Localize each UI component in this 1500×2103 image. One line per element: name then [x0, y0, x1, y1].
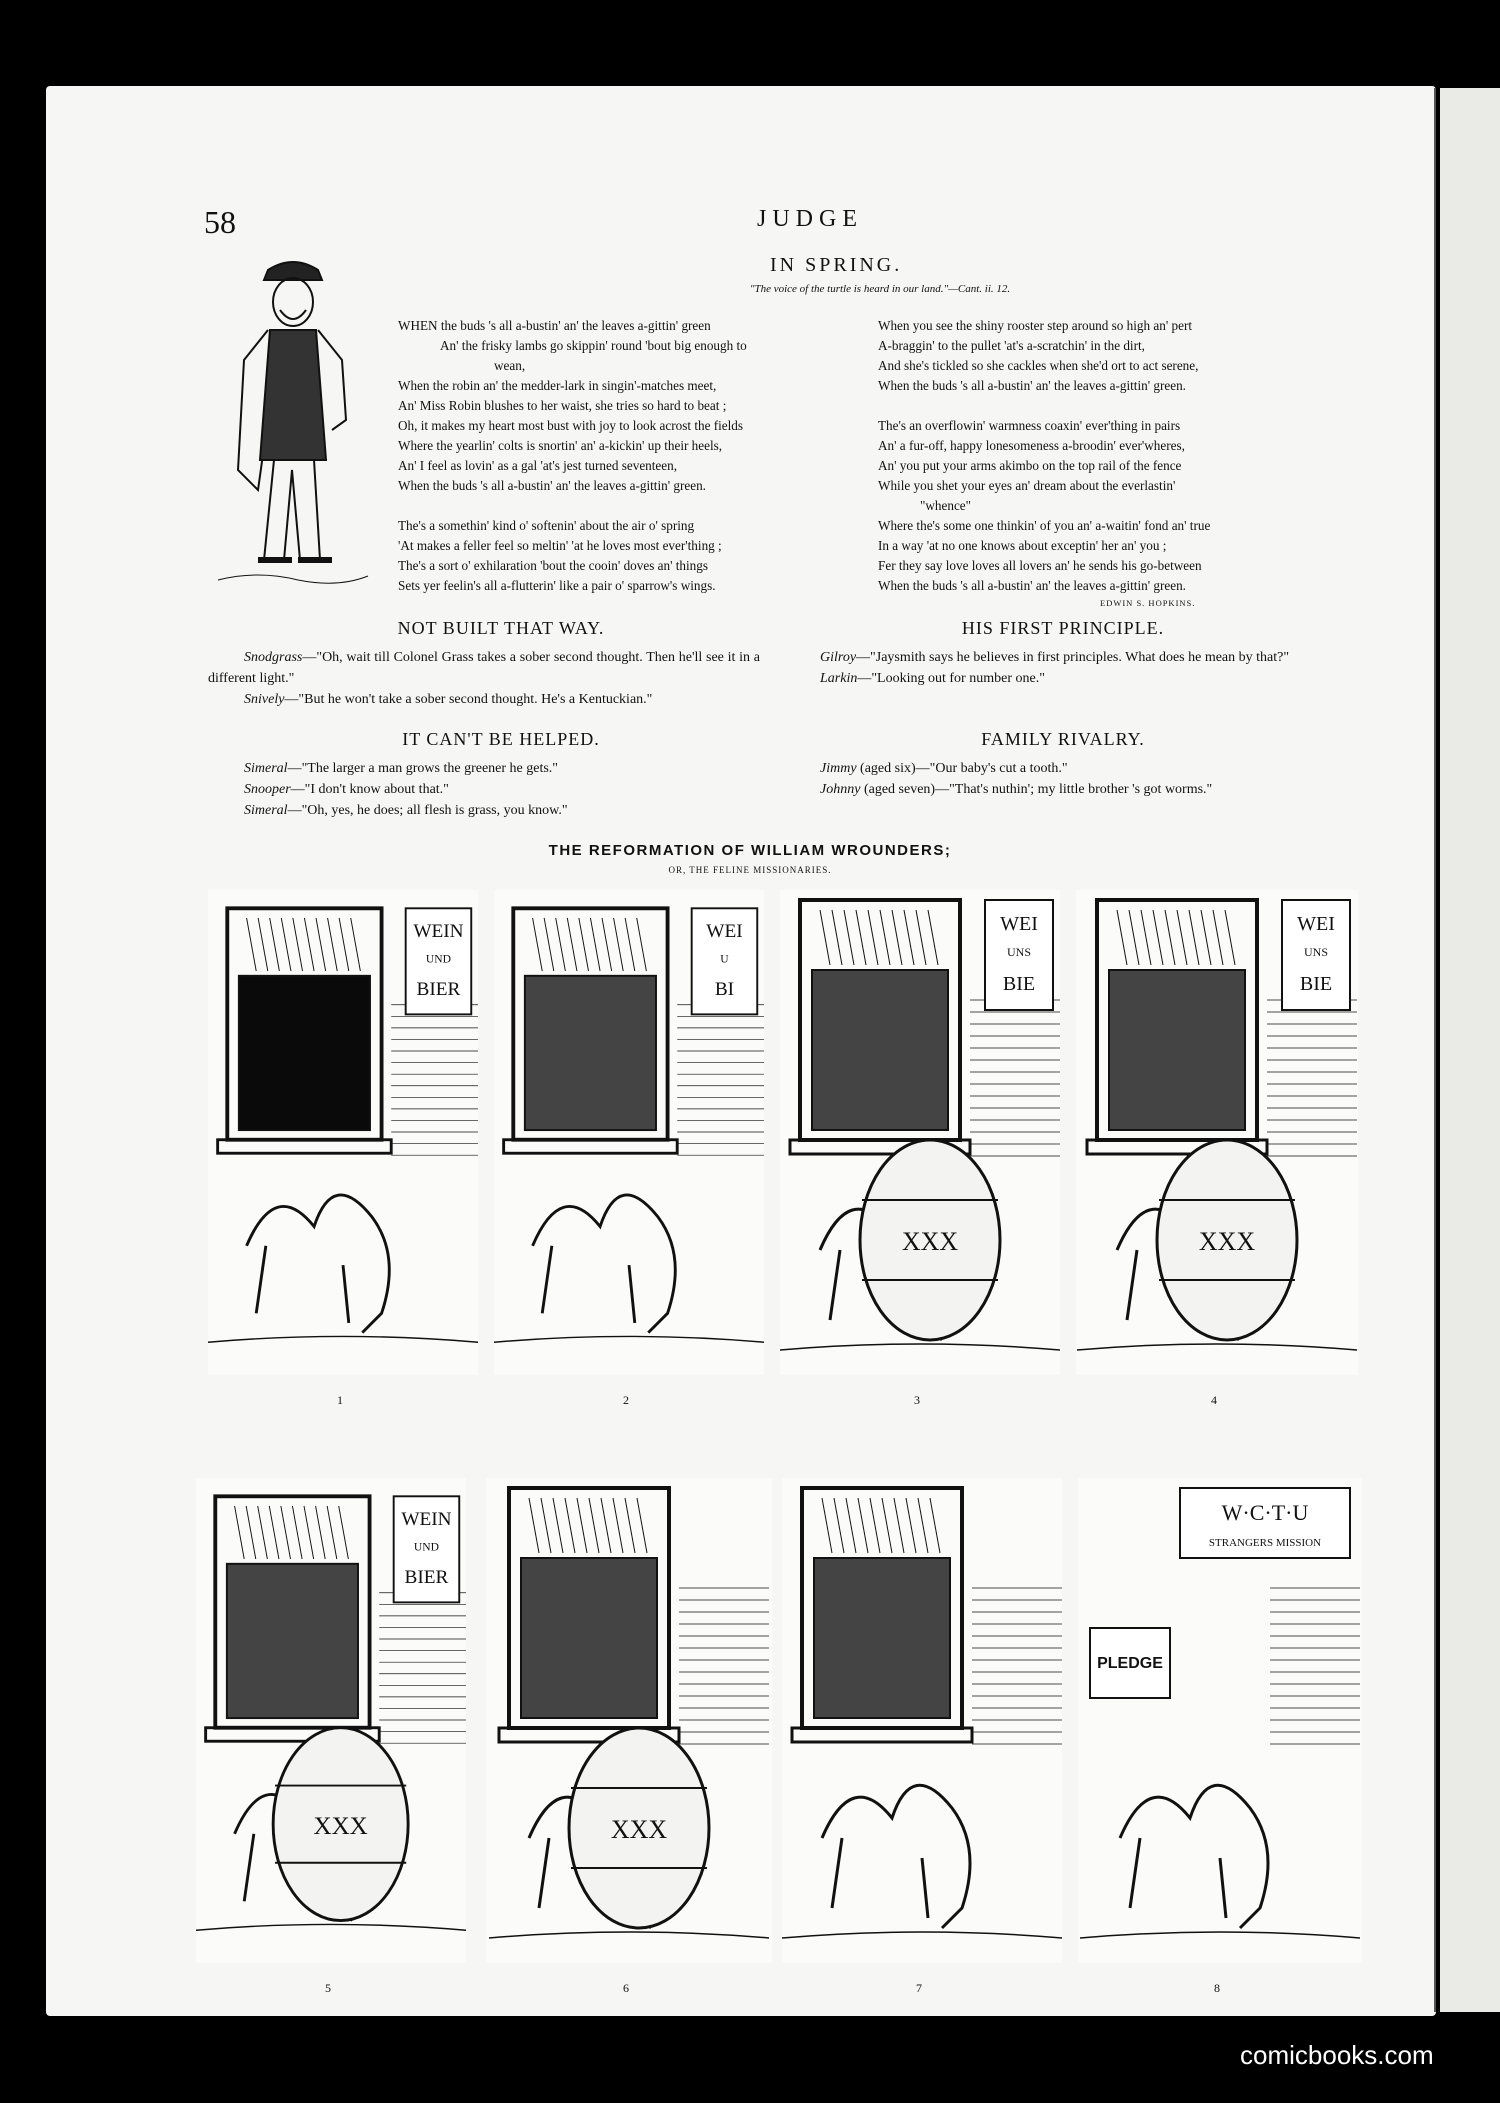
sign-text-1: WEIN [401, 1509, 452, 1531]
comic-panel-5 [196, 1478, 466, 1963]
joke-text: —"Oh, wait till Colonel Grass takes a sober second thought. Then he'll see it in a different light." [208, 650, 760, 686]
joke-speaker: Gilroy [820, 650, 857, 665]
ground-line [494, 1336, 764, 1342]
joke-title-not-built: NOT BUILT THAT WAY. [397, 618, 605, 638]
ground-line [1077, 1344, 1357, 1350]
joke-text: —"I don't know about that." [290, 782, 449, 797]
page-number: 58 [204, 204, 236, 240]
window-opening [812, 970, 948, 1130]
poem-right-column [878, 316, 1210, 616]
poem-line: When the buds 's all a-bustin' an' the leaves a-gittin' green. [878, 578, 1186, 593]
poem-author: EDWIN S. HOPKINS. [1100, 598, 1196, 608]
figure-sketch [1120, 1785, 1268, 1928]
panel-drawing [494, 890, 764, 1375]
poem-stanza [398, 316, 747, 496]
joke-speaker: Snodgrass [244, 650, 303, 665]
poem-epigraph: "The voice of the turtle is heard in our land."—Cant. ii. 12. [749, 283, 1011, 295]
joke-text: —"The larger a man grows the greener he gets." [287, 761, 559, 776]
window-sill [504, 1140, 678, 1154]
poem-line: When you see the shiny rooster step around so high an' pert [878, 318, 1193, 333]
panel-number: 5 [325, 1981, 331, 1995]
joke-cant-helped [208, 758, 760, 821]
page-gutter [1434, 88, 1436, 2012]
sign-text-2: UND [413, 1540, 439, 1554]
ground-line [489, 1932, 769, 1938]
sign-text-2: UNS [1006, 945, 1032, 959]
panel-drawing [196, 1478, 466, 1963]
poem-line: WHEN the buds 's all a-bustin' an' the leaves a-gittin' green [398, 318, 711, 333]
joke-line [208, 758, 760, 779]
facing-page-edge [1440, 88, 1500, 2012]
joke-speaker: Snively [244, 692, 285, 707]
panel-drawing [486, 1478, 772, 1963]
window-opening [239, 976, 370, 1130]
joke-line [208, 779, 760, 800]
joke-text: —"Looking out for number one." [857, 671, 1045, 686]
poem-line: A-braggin' to the pullet 'at's a-scratchin' in the dirt, [878, 338, 1145, 353]
panel-drawing [208, 890, 478, 1375]
sign-text-1: WEI [1000, 913, 1038, 935]
strip-subtitle: OR, THE FELINE MISSIONARIES. [668, 865, 832, 875]
joke-line [208, 800, 760, 821]
sign-text-1: WEIN [413, 921, 464, 943]
poem-line: An' you put your arms akimbo on the top rail of the fence [878, 458, 1182, 473]
poem-line: When the buds 's all a-bustin' an' the leaves a-gittin' green. [398, 478, 706, 493]
poem-stanza [878, 416, 1210, 596]
panel-number: 3 [914, 1393, 920, 1407]
poem-line: Fer they say love loves all lovers an' he sends his go-between [878, 558, 1202, 573]
joke-text: —"Jaysmith says he believes in first principles. What does he mean by that?" [856, 650, 1290, 665]
window-opening [227, 1564, 358, 1718]
caricature-illustration [208, 250, 378, 600]
joke-line [784, 668, 1338, 689]
panel-drawing [1078, 1478, 1362, 1963]
ground-line [196, 1924, 466, 1930]
sign-text-3: BIE [1299, 973, 1333, 995]
figure-sketch [247, 1195, 390, 1333]
joke-title-first-principle: HIS FIRST PRINCIPLE. [961, 618, 1165, 638]
joke-line [784, 647, 1338, 668]
sign-text-1: WEI [1297, 913, 1335, 935]
panel-drawing [780, 890, 1060, 1375]
poem-line: The's a sort o' exhilaration 'bout the cooin' doves an' things [398, 558, 709, 573]
window-opening [814, 1558, 950, 1718]
comic-panel-4 [1076, 890, 1358, 1375]
joke-text: (aged seven)—"That's nuthin'; my little brother 's got worms." [860, 782, 1213, 797]
joke-line [784, 779, 1338, 800]
joke-first-principle [784, 647, 1338, 689]
joke-speaker: Simeral [244, 761, 288, 776]
joke-line [208, 689, 760, 710]
sign-text-1: WEI [706, 921, 743, 943]
keg-label: XXX [1198, 1227, 1256, 1256]
masthead: JUDGE [757, 206, 863, 232]
joke-family-rivalry [784, 758, 1338, 800]
poem-line: Where the's some one thinkin' of you an' a-waitin' fond an' true [878, 518, 1211, 533]
poem-left-column [398, 316, 747, 616]
poem-stanza [878, 316, 1210, 396]
keg-label: XXX [901, 1227, 959, 1256]
poem-line: An' I feel as lovin' as a gal 'at's jest turned seventeen, [398, 458, 678, 473]
poem-line: An' the frisky lambs go skippin' round 'bout big enough to [440, 338, 747, 353]
poem-line: The's an overflowin' warmness coaxin' ever'thing in pairs [878, 418, 1181, 433]
comic-panel-7 [782, 1478, 1062, 1963]
watermark: comicbooks.com [1240, 2040, 1434, 2070]
joke-title-family-rivalry: FAMILY RIVALRY. [981, 729, 1145, 749]
window-sill [218, 1140, 392, 1154]
poem-line: Where the yearlin' colts is snortin' an' a-kickin' up their heels, [398, 438, 723, 453]
joke-text: —"Oh, yes, he does; all flesh is grass, you know." [287, 803, 568, 818]
sign-text-1: W·C·T·U [1221, 1500, 1309, 1525]
joke-title-cant-helped: IT CAN'T BE HELPED. [402, 729, 600, 749]
figure-sketch [822, 1785, 970, 1928]
poem-line: Sets yer feelin's all a-flutterin' like a pair o' sparrow's wings. [398, 578, 716, 593]
poem-line: When the buds 's all a-bustin' an' the leaves a-gittin' green. [878, 378, 1186, 393]
panel-number: 6 [623, 1981, 629, 1995]
joke-speaker: Johnny [820, 782, 861, 797]
sign-text-2: UNS [1303, 945, 1329, 959]
joke-text: (aged six)—"Our baby's cut a tooth." [856, 761, 1068, 776]
ground-line [208, 1336, 478, 1342]
poem-line: An' a fur-off, happy lonesomeness a-broodin' ever'wheres, [878, 438, 1185, 453]
window-opening [1109, 970, 1245, 1130]
sign-text-3: BIER [416, 979, 461, 1001]
comic-panel-6 [486, 1478, 772, 1963]
window-opening [525, 976, 656, 1130]
poem-line: "whence" [920, 498, 972, 513]
joke-speaker: Jimmy [820, 761, 857, 776]
panel-drawing [782, 1478, 1062, 1963]
poem-line: The's a somethin' kind o' softenin' about the air o' spring [398, 518, 695, 533]
window-sill [792, 1728, 972, 1742]
sign-text-3: BI [714, 979, 735, 1001]
joke-line [208, 647, 760, 689]
keg-label: XXX [610, 1815, 668, 1844]
ground-line [780, 1344, 1060, 1350]
sign-text-2: STRANGERS MISSION [1208, 1537, 1322, 1549]
figure-sketch [533, 1195, 676, 1333]
panel-number: 7 [916, 1981, 922, 1995]
comic-panel-3 [780, 890, 1060, 1375]
joke-speaker: Snooper [244, 782, 291, 797]
comic-panel-1 [208, 890, 478, 1375]
poem-line: wean, [494, 358, 526, 373]
strip-title: THE REFORMATION OF WILLIAM WROUNDERS; [548, 842, 952, 859]
joke-line [784, 758, 1338, 779]
joke-speaker: Larkin [820, 671, 858, 686]
poem-line: When the robin an' the medder-lark in singin'-matches meet, [398, 378, 717, 393]
sign-text-3: BIE [1002, 973, 1036, 995]
joke-speaker: Simeral [244, 803, 288, 818]
joke-text: —"But he won't take a sober second thought. He's a Kentuckian." [284, 692, 653, 707]
keg-label: XXX [313, 1812, 368, 1840]
poem-line: While you shet your eyes an' dream about the everlastin' [878, 478, 1176, 493]
joke-not-built [208, 647, 760, 710]
panel-number: 2 [623, 1393, 629, 1407]
window-opening [521, 1558, 657, 1718]
poem-title: IN SPRING. [770, 254, 903, 276]
panel-number: 1 [337, 1393, 343, 1407]
poem-line: Oh, it makes my heart most bust with joy to look acrost the fields [398, 418, 744, 433]
poem-line: And she's tickled so she cackles when she'd ort to act serene, [878, 358, 1199, 373]
comic-panel-2 [494, 890, 764, 1375]
sign-text-3: BIER [404, 1567, 449, 1589]
poem-stanza [398, 516, 747, 596]
poem-line: In a way 'at no one knows about exceptin' her an' you ; [878, 538, 1167, 553]
sign-text-2: U [720, 952, 729, 966]
panel-drawing [1076, 890, 1358, 1375]
comic-panel-8 [1078, 1478, 1362, 1963]
panel-number: 8 [1214, 1981, 1220, 1995]
poem-line: 'At makes a feller feel so meltin' 'at he loves most ever'thing ; [398, 538, 722, 553]
poem-line: An' Miss Robin blushes to her waist, she tries so hard to beat ; [398, 398, 727, 413]
ground-line [782, 1932, 1062, 1938]
panel-number: 4 [1211, 1393, 1217, 1407]
ground-line [1080, 1932, 1360, 1938]
pledge-text: PLEDGE [1097, 1655, 1163, 1672]
sign-text-2: UND [425, 952, 451, 966]
